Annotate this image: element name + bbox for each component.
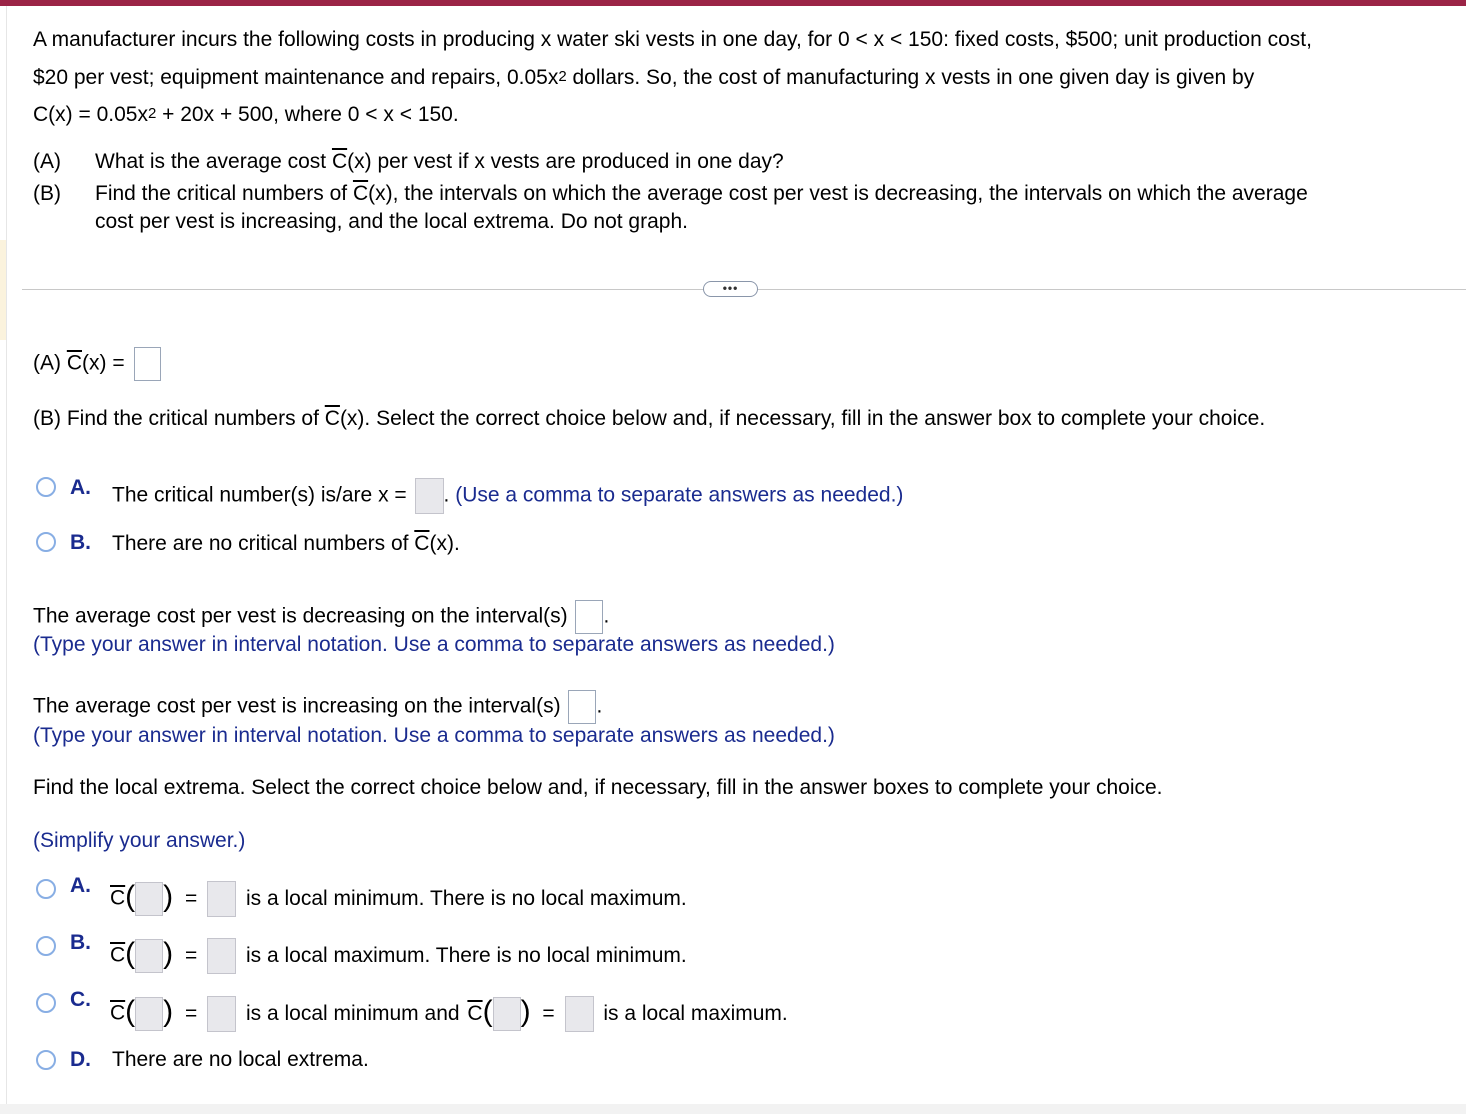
critical-choice-b-radio[interactable] <box>36 532 56 552</box>
expand-more-button[interactable]: ••• <box>703 281 758 297</box>
critical-choice-b-text: There are no critical numbers of $\overline{C}(x)$. <box>112 532 460 555</box>
increasing-row: The average cost per vest is increasing on the interval(s) . <box>33 690 602 724</box>
extrema-choice-c-row: $\overline{C}$( ) = is a local minimum and $\overline{C}$( ) = is a local maximum. <box>110 996 788 1032</box>
critical-numbers-instruction: (B) Find the critical numbers of $\overline{C}(x)$. Select the correct choice below and, if necessary, fill in the answer box to complete your choice. <box>33 407 1266 430</box>
extrema-a-x-input[interactable] <box>135 882 163 916</box>
critical-choice-b-letter: B. <box>70 531 91 554</box>
part-a-label: (A) <box>33 150 61 173</box>
part-b-question-line-1: Find the critical numbers of $\overline{C}(x)$, the intervals on which the average cost per vest is decreasing, the intervals on which the average <box>95 182 1308 205</box>
critical-numbers-input[interactable] <box>415 478 444 514</box>
extrema-c-max-x-input[interactable] <box>493 997 521 1031</box>
extrema-c-min-value-input[interactable] <box>207 996 236 1032</box>
bottom-footer-strip <box>0 1104 1466 1114</box>
extrema-c-max-value-input[interactable] <box>565 996 594 1032</box>
problem-line-2: $20 per vest; equipment maintenance and repairs, $0.05x^2$ dollars. So, the cost of manufacturing x vests in one given day is given by <box>33 66 1255 89</box>
average-cost-input[interactable] <box>134 347 161 381</box>
critical-choice-a-letter: A. <box>70 476 91 499</box>
extrema-choice-d-radio[interactable] <box>36 1050 56 1070</box>
extrema-choice-a-radio[interactable] <box>36 879 56 899</box>
extrema-choice-b-row: $\overline{C}$( ) = is a local maximum. There is no local minimum. <box>110 938 687 974</box>
answer-a-row: (A) $\overline{C}(x)$ = <box>33 347 161 381</box>
left-frame-border <box>6 6 7 1104</box>
extrema-b-value-input[interactable] <box>207 938 236 974</box>
extrema-choice-a-row: $\overline{C}$( ) = is a local minimum. There is no local maximum. <box>110 881 687 917</box>
extrema-a-value-input[interactable] <box>207 881 236 917</box>
extrema-choice-d-text: There are no local extrema. <box>112 1048 369 1071</box>
extrema-c-min-x-input[interactable] <box>135 997 163 1031</box>
problem-line-1: A manufacturer incurs the following costs in producing x water ski vests in one day, for 0 < x < 150: fixed costs, $500; unit production cost, <box>33 28 1312 51</box>
part-a-question: What is the average cost $\overline{C}(x)$ per vest if x vests are produced in one day? <box>95 150 784 173</box>
extrema-choice-c-radio[interactable] <box>36 993 56 1013</box>
critical-choice-a-text: The critical number(s) is/are x = . (Use a comma to separate answers as needed.) <box>112 478 903 514</box>
problem-line-3: $C(x) = 0.05x^2 + 20x + 500$, where 0 < x < 150. <box>33 103 459 126</box>
left-side-marker <box>0 240 6 340</box>
decreasing-interval-input[interactable] <box>575 600 603 634</box>
part-b-question-line-2: cost per vest is increasing, and the local extrema. Do not graph. <box>95 210 688 233</box>
decreasing-row: The average cost per vest is decreasing on the interval(s) . <box>33 600 609 634</box>
extrema-choice-b-radio[interactable] <box>36 936 56 956</box>
part-b-label: (B) <box>33 182 61 205</box>
extrema-choice-b-letter: B. <box>70 931 91 954</box>
increasing-hint: (Type your answer in interval notation. Use a comma to separate answers as needed.) <box>33 724 835 747</box>
extrema-instruction: Find the local extrema. Select the correct choice below and, if necessary, fill in the answer boxes to complete your choice. <box>33 776 1163 799</box>
extrema-choice-d-letter: D. <box>70 1048 91 1071</box>
extrema-hint: (Simplify your answer.) <box>33 829 246 852</box>
extrema-choice-c-letter: C. <box>70 988 91 1011</box>
extrema-b-x-input[interactable] <box>135 939 163 973</box>
extrema-choice-a-letter: A. <box>70 874 91 897</box>
top-accent-bar <box>0 0 1466 6</box>
increasing-interval-input[interactable] <box>568 690 596 724</box>
decreasing-hint: (Type your answer in interval notation. Use a comma to separate answers as needed.) <box>33 633 835 656</box>
critical-choice-a-radio[interactable] <box>36 477 56 497</box>
